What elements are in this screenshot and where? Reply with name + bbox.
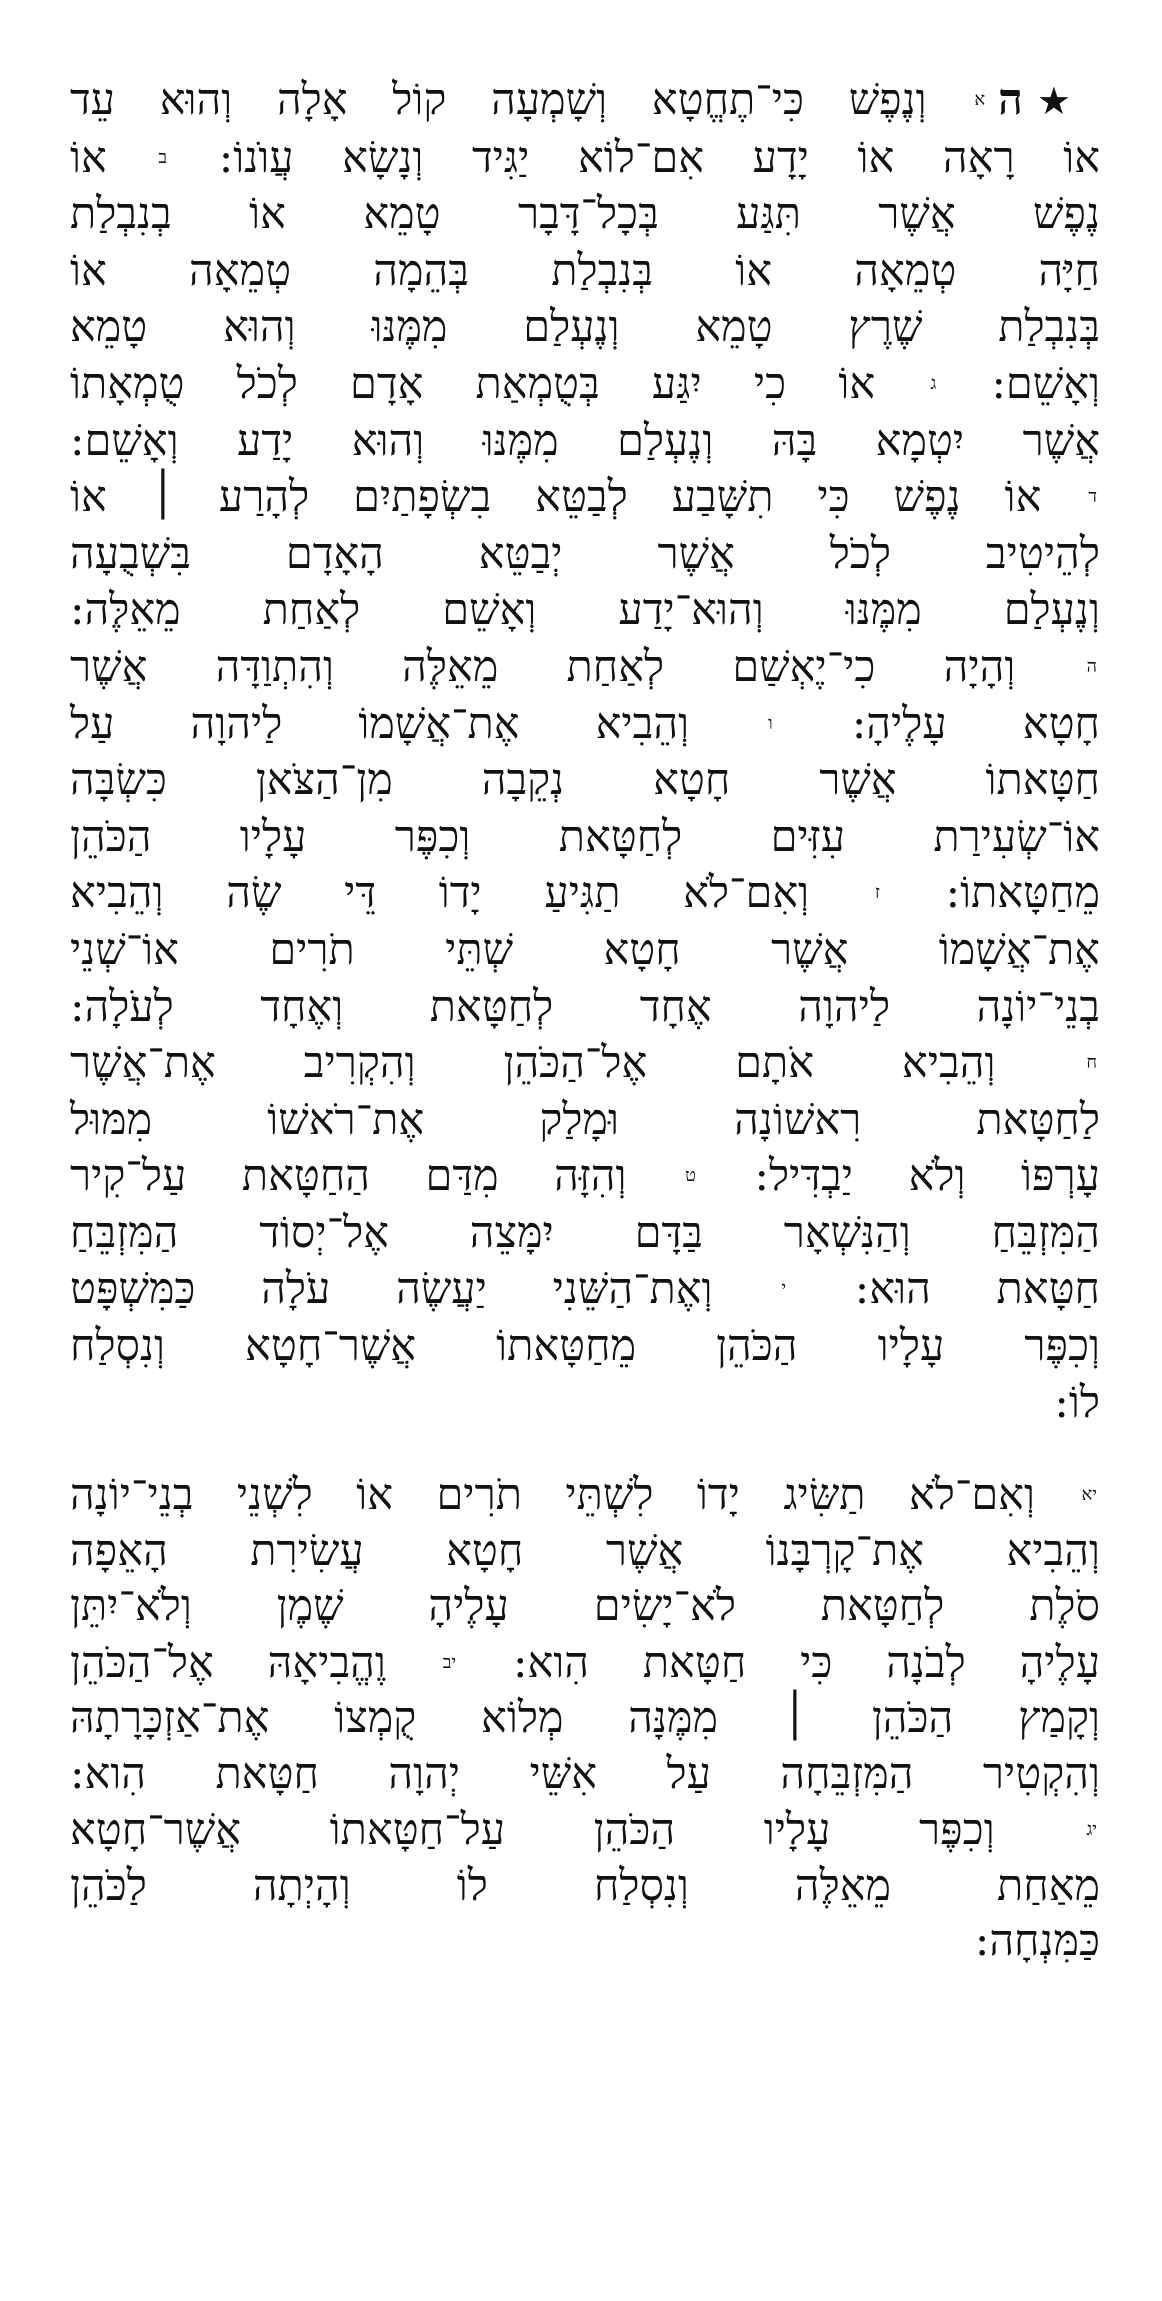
verse-number: יג	[1086, 1819, 1097, 1841]
verse-text: וְהֵבִיא אֶת־אֲשָׁמוֹ לַיהוָה עַל	[70, 698, 690, 749]
verse-text: כַּמִּנְחָה:	[974, 1916, 1100, 1967]
text-line	[70, 1524, 1100, 1580]
text-line	[70, 1148, 1100, 1205]
verse-number: ד	[1088, 486, 1098, 508]
verse-text: לַחַטָּאת רִאשׁוֹנָה וּמָלַק אֶת־רֹאשׁוֹ מִמּוּל	[70, 1094, 1100, 1145]
text-line	[70, 130, 1100, 187]
verse-text: סֹלֶת לְחַטָּאת לֹא־יָשִׂים עָלֶיהָ שֶׁמֶן וְלֹא־יִתֵּן	[70, 1581, 1100, 1632]
verse-text: הַמִּזְבֵּחַ וְהַנִּשְׁאָר בַּדָּם יִמָּצֵה אֶל־יְסוֹד הַמִּזְבֵּחַ	[70, 1207, 1100, 1258]
verse-text: וְקָמַץ הַכֹּהֵן ׀ מִמֶּנָּה מְלוֹא קֻמְצוֹ אֶת־אַזְכָּרָתָהּ	[70, 1693, 1100, 1744]
verse-number: ב	[158, 146, 168, 168]
verse-text: אוֹ	[70, 132, 107, 183]
text-line	[70, 356, 1100, 413]
text-line	[70, 1092, 1100, 1149]
verse-text: וְאִם־לֹא תַגִּיעַ יָדוֹ דֵּי שֶׂה וְהֵבִיא	[70, 868, 810, 919]
verse-text: וְכִפֶּר עָלָיו הַכֹּהֵן מֵחַטָּאתוֹ אֲשֶׁר־חָטָא וְנִסְלַח	[70, 1321, 1100, 1372]
text-line	[70, 243, 1100, 300]
verse-text: וְהֵבִיא אֶת־קָרְבָּנוֹ אֲשֶׁר חָטָא עֲשִׂירִת הָאֵפָה	[70, 1525, 1100, 1576]
text-line	[70, 1375, 1100, 1432]
verse-text: אוֹ רָאָה אוֹ יָדָע אִם־לוֹא יַגִּיד וְנָשָׂא עֲוֺנוֹ:	[218, 132, 1100, 183]
verse-text: חַטָּאתוֹ אֲשֶׁר חָטָא נְקֵבָה מִן־הַצֹּאן כִּשְׂבָּה	[70, 755, 1100, 806]
verse-text: אוֹ־שְׂעִירַת עִזִּים לְחַטָּאת וְכִפֶּר עָלָיו הַכֹּהֵן	[70, 811, 1100, 862]
scripture-page	[70, 72, 1100, 2252]
text-line	[70, 979, 1100, 1036]
text-line	[70, 413, 1100, 470]
verse-text: וְכִפֶּר עָלָיו הַכֹּהֵן עַל־חַטָּאתוֹ אֲשֶׁר־חָטָא	[70, 1805, 995, 1856]
text-line	[70, 922, 1100, 979]
verse-number: י	[781, 1278, 787, 1300]
text-line	[70, 1747, 1100, 1803]
chapter-number: ה	[998, 75, 1023, 125]
verse-text: אוֹ נֶפֶשׁ כִּי תִשָּׁבַע לְבַטֵּא בִשְׂפָתַיִם לְהָרַע ׀ אוֹ	[70, 472, 1042, 523]
verse-text: נֶפֶשׁ אֲשֶׁר תִּגַּע בְּכָל־דָּבָר טָמֵא אוֹ בְנִבְלַת	[70, 189, 1100, 240]
verse-text: חַיָּה טְמֵאָה אוֹ בְּנִבְלַת בְּהֵמָה טְמֵאָה אוֹ	[70, 245, 1100, 296]
verse-text: מֵחַטָּאתוֹ:	[945, 868, 1101, 919]
verse-text: וְנֶעְלַם מִמֶּנּוּ וְהוּא־יָדַע וְאָשֵׁם לְאַחַת מֵאֵלֶּה:	[70, 585, 1100, 636]
verse-text: וְאִם־לֹא תַשִּׂיג יָדוֹ לִשְׁתֵּי תֹרִים אוֹ לִשְׁנֵי בְנֵי־יוֹנָה	[70, 1470, 1035, 1521]
verse-text: וְאָשֵׁם:	[991, 358, 1101, 409]
verse-text: בְּנִבְלַת שֶׁרֶץ טָמֵא וְנֶעְלַם מִמֶּנּוּ וְהוּא טָמֵא	[70, 302, 1100, 353]
text-line	[70, 72, 1100, 130]
verse-text: אֲשֶׁר יִטְמָא בָּהּ וְנֶעְלַם מִמֶּנּוּ וְהוּא יָדַע וְאָשֵׁם:	[70, 415, 1100, 466]
text-line	[70, 1635, 1100, 1692]
verse-number: יב	[442, 1651, 457, 1673]
verse-text: עָלֶיהָ לְבֹנָה כִּי חַטָּאת הִוא:	[512, 1637, 1101, 1688]
verse-number: ג	[930, 372, 937, 394]
verse-text: וְהָיָה כִי־יֶאְשַׁם לְאַחַת מֵאֵלֶּה וְהִתְוַדָּה אֲשֶׁר	[70, 641, 1016, 692]
verse-number: יא	[1081, 1484, 1097, 1506]
verse-text: וֶהֱבִיאָהּ אֶל־הַכֹּהֵן	[70, 1637, 386, 1688]
verse-number: א	[974, 89, 986, 110]
text-line	[70, 469, 1100, 526]
text-line	[70, 639, 1100, 696]
verse-text: אוֹ כִי יִגַּע בְּטֻמְאַת אָדָם לְכֹל טֻמְאָתוֹ	[70, 358, 876, 409]
text-line	[70, 1691, 1100, 1747]
verse-text: וְאֶת־הַשֵּׁנִי יַעֲשֶׂה עֹלָה כַּמִּשְׁפָּט	[70, 1264, 713, 1315]
text-line	[70, 1205, 1100, 1262]
verse-text: חַטָּאת הוּא:	[854, 1264, 1101, 1315]
verse-text: וְהִזָּה מִדַּם הַחַטָּאת עַל־קִיר	[70, 1151, 627, 1202]
text-line	[70, 865, 1100, 922]
verse-text: וְהֵבִיא אֹתָם אֶל־הַכֹּהֵן וְהִקְרִיב אֶת־אֲשֶׁר	[70, 1038, 996, 1089]
text-line	[70, 809, 1100, 866]
paragraph-2	[70, 1467, 1100, 1970]
verse-number: ח	[1086, 1052, 1098, 1074]
verse-number: ו	[768, 712, 773, 734]
text-line	[70, 1859, 1100, 1915]
text-line	[70, 1318, 1100, 1375]
verse-text: חָטָא עָלֶיהָ:	[851, 698, 1101, 749]
text-line	[70, 526, 1100, 583]
verse-text: אֶת־אֲשָׁמוֹ אֲשֶׁר חָטָא שְׁתֵּי תֹרִים אוֹ־שְׁנֵי	[70, 924, 1100, 975]
text-line	[70, 1035, 1100, 1092]
text-line	[70, 1579, 1100, 1635]
verse-text: עָרְפּוֹ וְלֹא יַבְדִּיל:	[754, 1151, 1100, 1202]
verse-number: ט	[685, 1165, 696, 1187]
verse-text: לוֹ:	[1054, 1377, 1100, 1428]
verse-text: וְנֶפֶשׁ כִּי־תֶחֱטָא וְשָׁמְעָה קוֹל אָלָה וְהוּא עֵד	[70, 75, 927, 125]
text-line	[70, 1914, 1100, 1970]
verse-number: ז	[874, 882, 880, 904]
star-icon: ★	[1036, 79, 1100, 123]
verse-text: מֵאַחַת מֵאֵלֶּה וְנִסְלַח לוֹ וְהָיְתָה לַכֹּהֵן	[70, 1860, 1100, 1911]
text-line	[70, 752, 1100, 809]
text-line	[70, 696, 1100, 753]
verse-text: בְנֵי־יוֹנָה לַיהוָה אֶחָד לְחַטָּאת וְאֶחָד לְעֹלָה:	[70, 981, 1100, 1032]
text-line	[70, 186, 1100, 243]
text-line	[70, 582, 1100, 639]
verse-text: לְהֵיטִיב לְכֹל אֲשֶׁר יְבַטֵּא הָאָדָם בִּשְׁבֻעָה	[70, 528, 1100, 579]
verse-number: ה	[1086, 655, 1097, 677]
text-line	[70, 1261, 1100, 1318]
paragraph-1	[70, 72, 1100, 1431]
verse-text: וְהִקְטִיר הַמִּזְבֵּחָה עַל אִשֵּׁי יְהוָה חַטָּאת הִוא:	[70, 1748, 1100, 1799]
text-line	[70, 1802, 1100, 1859]
text-line	[70, 299, 1100, 356]
text-line	[70, 1467, 1100, 1524]
